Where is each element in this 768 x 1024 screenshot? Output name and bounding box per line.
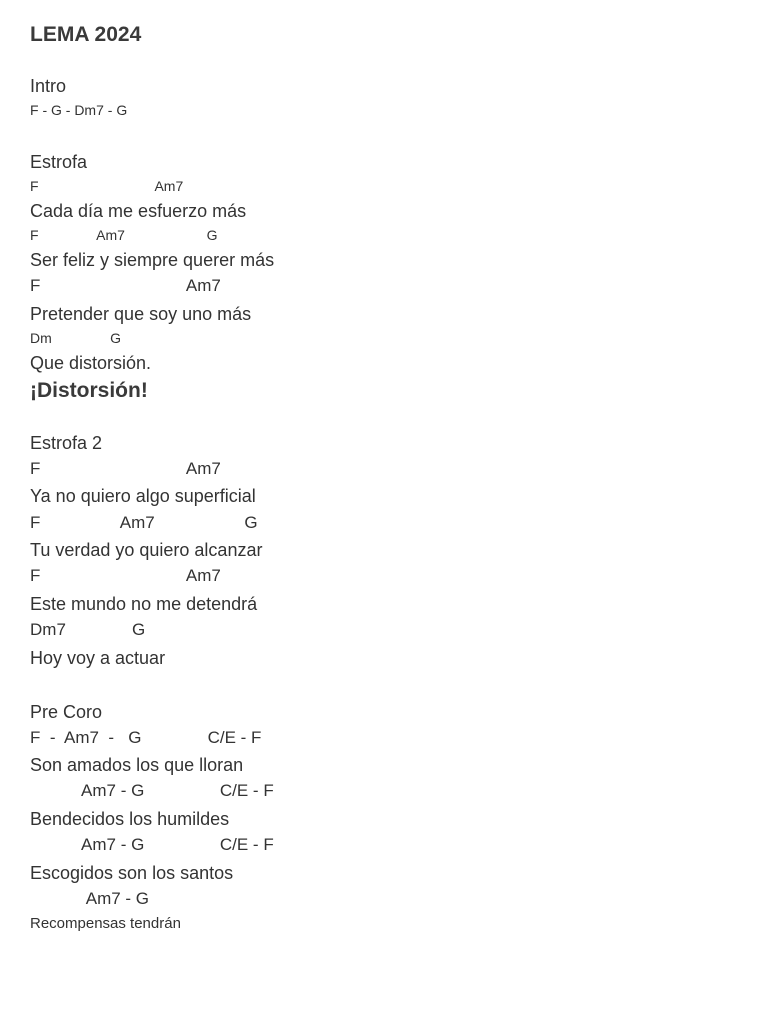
estrofa2-chords-1: F Am7 [30, 459, 221, 478]
precoro-chords-4: Am7 - G [30, 889, 150, 908]
estrofa-chords-4: Dm G [30, 330, 122, 346]
estrofa2-chords-3: F Am7 [30, 566, 221, 585]
precoro-chords-1: F - Am7 - G C/E - F [30, 728, 262, 747]
intro-heading: Intro [30, 76, 67, 96]
estrofa-lyric-4: Que distorsión. [30, 353, 152, 373]
estrofa-chords-2: F Am7 G [30, 227, 218, 243]
estrofa-lyric-3: Pretender que soy uno más [30, 304, 252, 324]
precoro-heading: Pre Coro [30, 702, 103, 722]
estrofa2-lyric-1: Ya no quiero algo superficial [30, 486, 256, 506]
estrofa-lyric-2: Ser feliz y siempre querer más [30, 250, 275, 270]
estrofa2-heading: Estrofa 2 [30, 433, 103, 453]
intro-chords: F - G - Dm7 - G [30, 102, 128, 118]
estrofa2-lyric-4: Hoy voy a actuar [30, 648, 166, 668]
song-title: LEMA 2024 [30, 23, 142, 46]
estrofa2-chords-4: Dm7 G [30, 620, 146, 639]
precoro-lyric-1: Son amados los que lloran [30, 755, 244, 775]
estrofa2-lyric-2: Tu verdad yo quiero alcanzar [30, 540, 263, 560]
precoro-lyric-3: Escogidos son los santos [30, 863, 234, 883]
estrofa2-lyric-3: Este mundo no me detendrá [30, 594, 258, 614]
estrofa-exclaim: ¡Distorsión! [30, 379, 148, 402]
precoro-lyric-4: Recompensas tendrán [30, 915, 181, 932]
precoro-chords-2: Am7 - G C/E - F [30, 781, 274, 800]
estrofa-heading: Estrofa [30, 152, 88, 172]
precoro-chords-3: Am7 - G C/E - F [30, 835, 274, 854]
estrofa-chords-1: F Am7 [30, 178, 184, 194]
estrofa-chords-3: F Am7 [30, 276, 221, 295]
estrofa-lyric-1: Cada día me esfuerzo más [30, 201, 247, 221]
estrofa2-chords-2: F Am7 G [30, 513, 258, 532]
precoro-lyric-2: Bendecidos los humildes [30, 809, 230, 829]
